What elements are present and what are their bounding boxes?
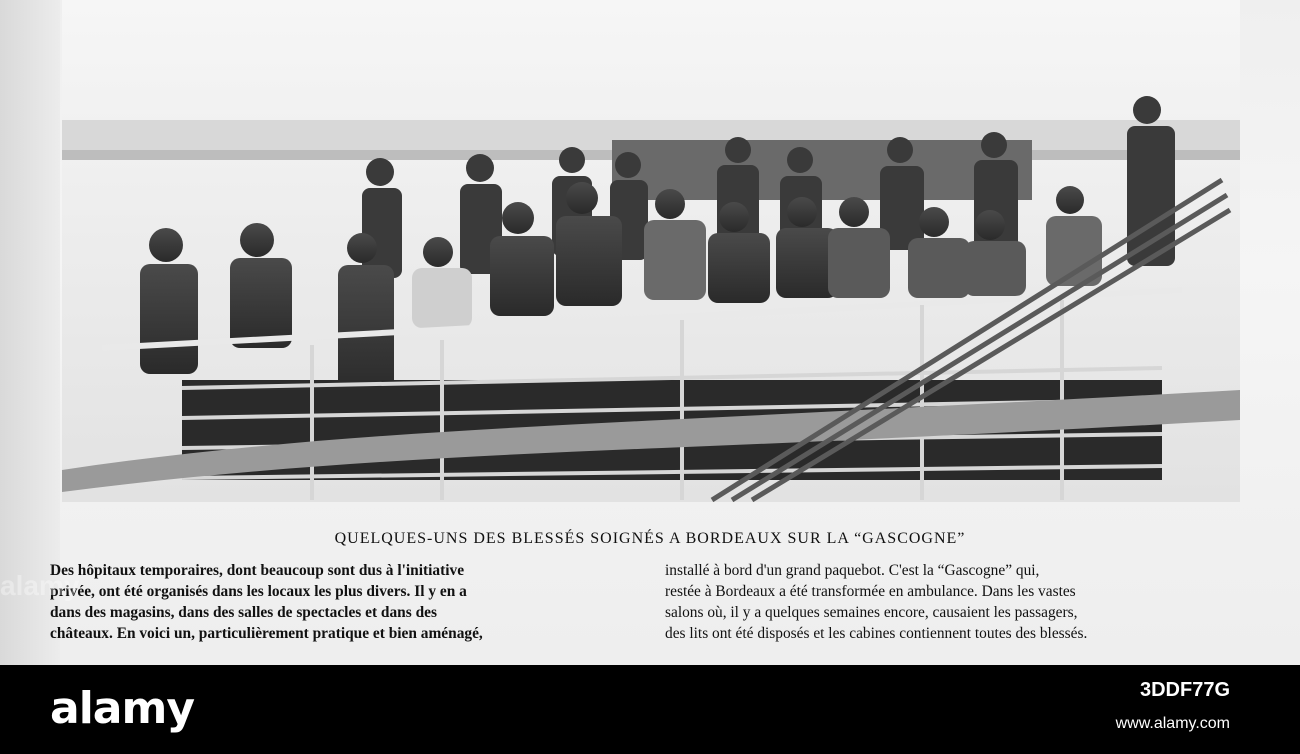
ship-deck-photograph bbox=[62, 0, 1240, 502]
article-line: privée, ont été organisés dans les locaux les plus divers. Il y en a bbox=[50, 583, 467, 600]
alamy-logo: alamy bbox=[50, 683, 194, 734]
watermark: alamy bbox=[0, 570, 80, 601]
article-line: dans des magasins, dans des salles de spectacles et dans des bbox=[50, 604, 437, 621]
article-line: Des hôpitaux temporaires, dont beaucoup sont dus à l'initiative bbox=[50, 562, 465, 579]
article-column-left bbox=[50, 560, 628, 644]
site-url[interactable]: www.alamy.com bbox=[1115, 715, 1230, 732]
article-line: salons où, il y a quelques semaines encore, causaient les passagers, bbox=[665, 604, 1078, 621]
article-column-right bbox=[665, 560, 1235, 644]
article-line: restée à Bordeaux a été transformée en ambulance. Dans les vastes bbox=[665, 583, 1076, 600]
photo-caption-title: QUELQUES-UNS DES BLESSÉS SOIGNÉS A BORDEAUX SUR LA “GASCOGNE” bbox=[334, 530, 966, 547]
article-line: des lits ont été disposés et les cabines contiennent toutes des blessés. bbox=[665, 625, 1088, 642]
photo-illustration bbox=[62, 0, 1240, 502]
stock-photo-footer bbox=[0, 665, 1300, 754]
article-line: installé à bord d'un grand paquebot. C'est la “Gascogne” qui, bbox=[665, 562, 1040, 579]
article-line: châteaux. En voici un, particulièrement pratique et bien aménagé, bbox=[50, 625, 483, 642]
image-id: 3DDF77G bbox=[1139, 679, 1230, 701]
